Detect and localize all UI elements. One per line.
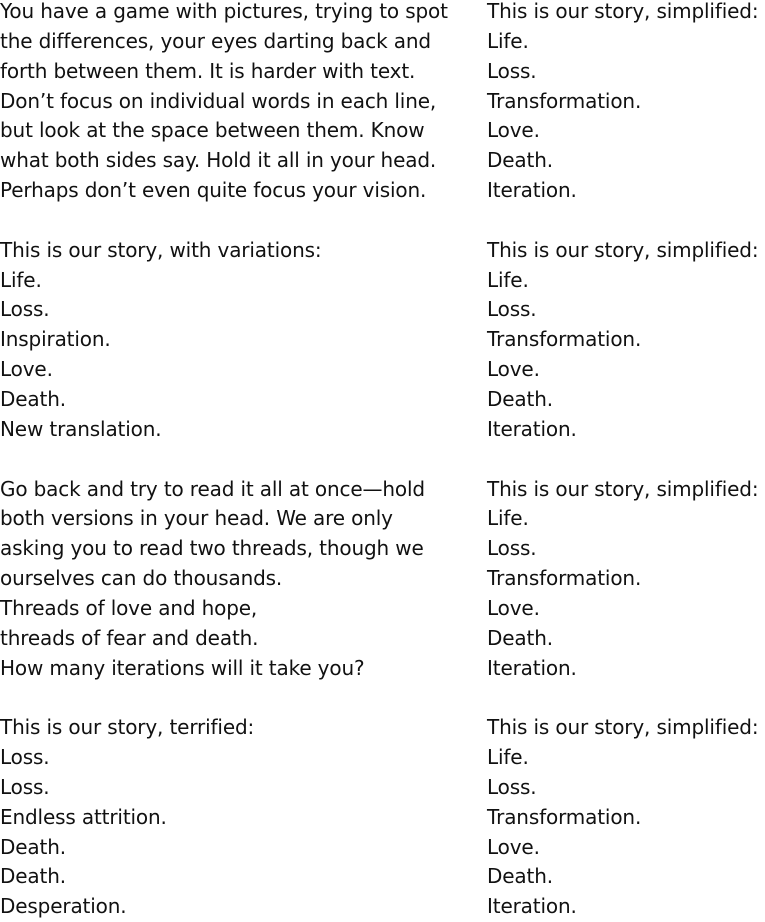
left-line: Loss. bbox=[0, 745, 50, 770]
left-line: Perhaps don’t even quite focus your vision. bbox=[0, 178, 427, 203]
left-line: ourselves can do thousands. bbox=[0, 566, 283, 591]
right-line: Love. bbox=[487, 118, 540, 143]
stanza-heading: This is our story, simplified: bbox=[487, 237, 759, 262]
left-stanza-terrified bbox=[0, 713, 480, 922]
left-line: Loss. bbox=[0, 297, 50, 322]
stanza-heading: This is our story, simplified: bbox=[487, 715, 759, 740]
left-stanza-threads bbox=[0, 475, 480, 684]
right-line: Loss. bbox=[487, 774, 537, 799]
right-line: Iteration. bbox=[487, 655, 577, 680]
left-line: Don’t focus on individual words in each line, bbox=[0, 88, 437, 113]
right-line: Love. bbox=[487, 357, 540, 382]
right-line: Love. bbox=[487, 834, 540, 859]
right-line: Iteration. bbox=[487, 894, 577, 919]
left-line: Loss. bbox=[0, 774, 50, 799]
right-stanza-simplified bbox=[487, 0, 765, 206]
right-line: Transformation. bbox=[487, 566, 642, 591]
left-line: forth between them. It is harder with text. bbox=[0, 58, 416, 83]
left-line: How many iterations will it take you? bbox=[0, 655, 365, 680]
right-line: Loss. bbox=[487, 297, 537, 322]
left-line: Endless attrition. bbox=[0, 804, 167, 829]
left-line: You have a game with pictures, trying to spot bbox=[0, 0, 448, 23]
right-line: Life. bbox=[487, 745, 529, 770]
stanza-heading: This is our story, simplified: bbox=[487, 476, 759, 501]
left-stanza-intro bbox=[0, 0, 480, 206]
left-line: both versions in your head. We are only bbox=[0, 506, 393, 531]
right-stanza-simplified bbox=[487, 236, 765, 445]
left-line: Death. bbox=[0, 864, 66, 889]
right-line: Transformation. bbox=[487, 327, 642, 352]
right-line: Death. bbox=[487, 625, 553, 650]
left-line: Life. bbox=[0, 267, 42, 292]
left-line: what both sides say. Hold it all in your head. bbox=[0, 148, 437, 173]
right-line: Loss. bbox=[487, 58, 537, 83]
right-column bbox=[487, 0, 765, 922]
right-line: Transformation. bbox=[487, 88, 642, 113]
right-line: Death. bbox=[487, 864, 553, 889]
right-line: Loss. bbox=[487, 536, 537, 561]
right-line: Death. bbox=[487, 386, 553, 411]
stanza-heading: This is our story, with variations: bbox=[0, 237, 322, 262]
left-line: Death. bbox=[0, 834, 66, 859]
right-stanza-simplified bbox=[487, 475, 765, 684]
left-line: Death. bbox=[0, 386, 66, 411]
left-line: Threads of love and hope, bbox=[0, 595, 258, 620]
right-line: Life. bbox=[487, 28, 529, 53]
right-line: Iteration. bbox=[487, 416, 577, 441]
left-stanza-variations bbox=[0, 236, 480, 445]
right-stanza-simplified bbox=[487, 713, 765, 922]
right-line: Life. bbox=[487, 267, 529, 292]
left-line: asking you to read two threads, though we bbox=[0, 536, 424, 561]
stanza-heading: This is our story, simplified: bbox=[487, 0, 759, 23]
right-line: Iteration. bbox=[487, 178, 577, 203]
left-line: Love. bbox=[0, 357, 53, 382]
right-line: Love. bbox=[487, 595, 540, 620]
right-line: Life. bbox=[487, 506, 529, 531]
left-line: the differences, your eyes darting back and bbox=[0, 28, 431, 53]
left-line: Inspiration. bbox=[0, 327, 111, 352]
left-line: threads of fear and death. bbox=[0, 625, 259, 650]
left-line: Go back and try to read it all at once—hold bbox=[0, 476, 425, 501]
right-line: Transformation. bbox=[487, 804, 642, 829]
stanza-heading: This is our story, terrified: bbox=[0, 715, 255, 740]
left-line: New translation. bbox=[0, 416, 162, 441]
left-line: Desperation. bbox=[0, 894, 127, 919]
left-line: but look at the space between them. Know bbox=[0, 118, 425, 143]
right-line: Death. bbox=[487, 148, 553, 173]
